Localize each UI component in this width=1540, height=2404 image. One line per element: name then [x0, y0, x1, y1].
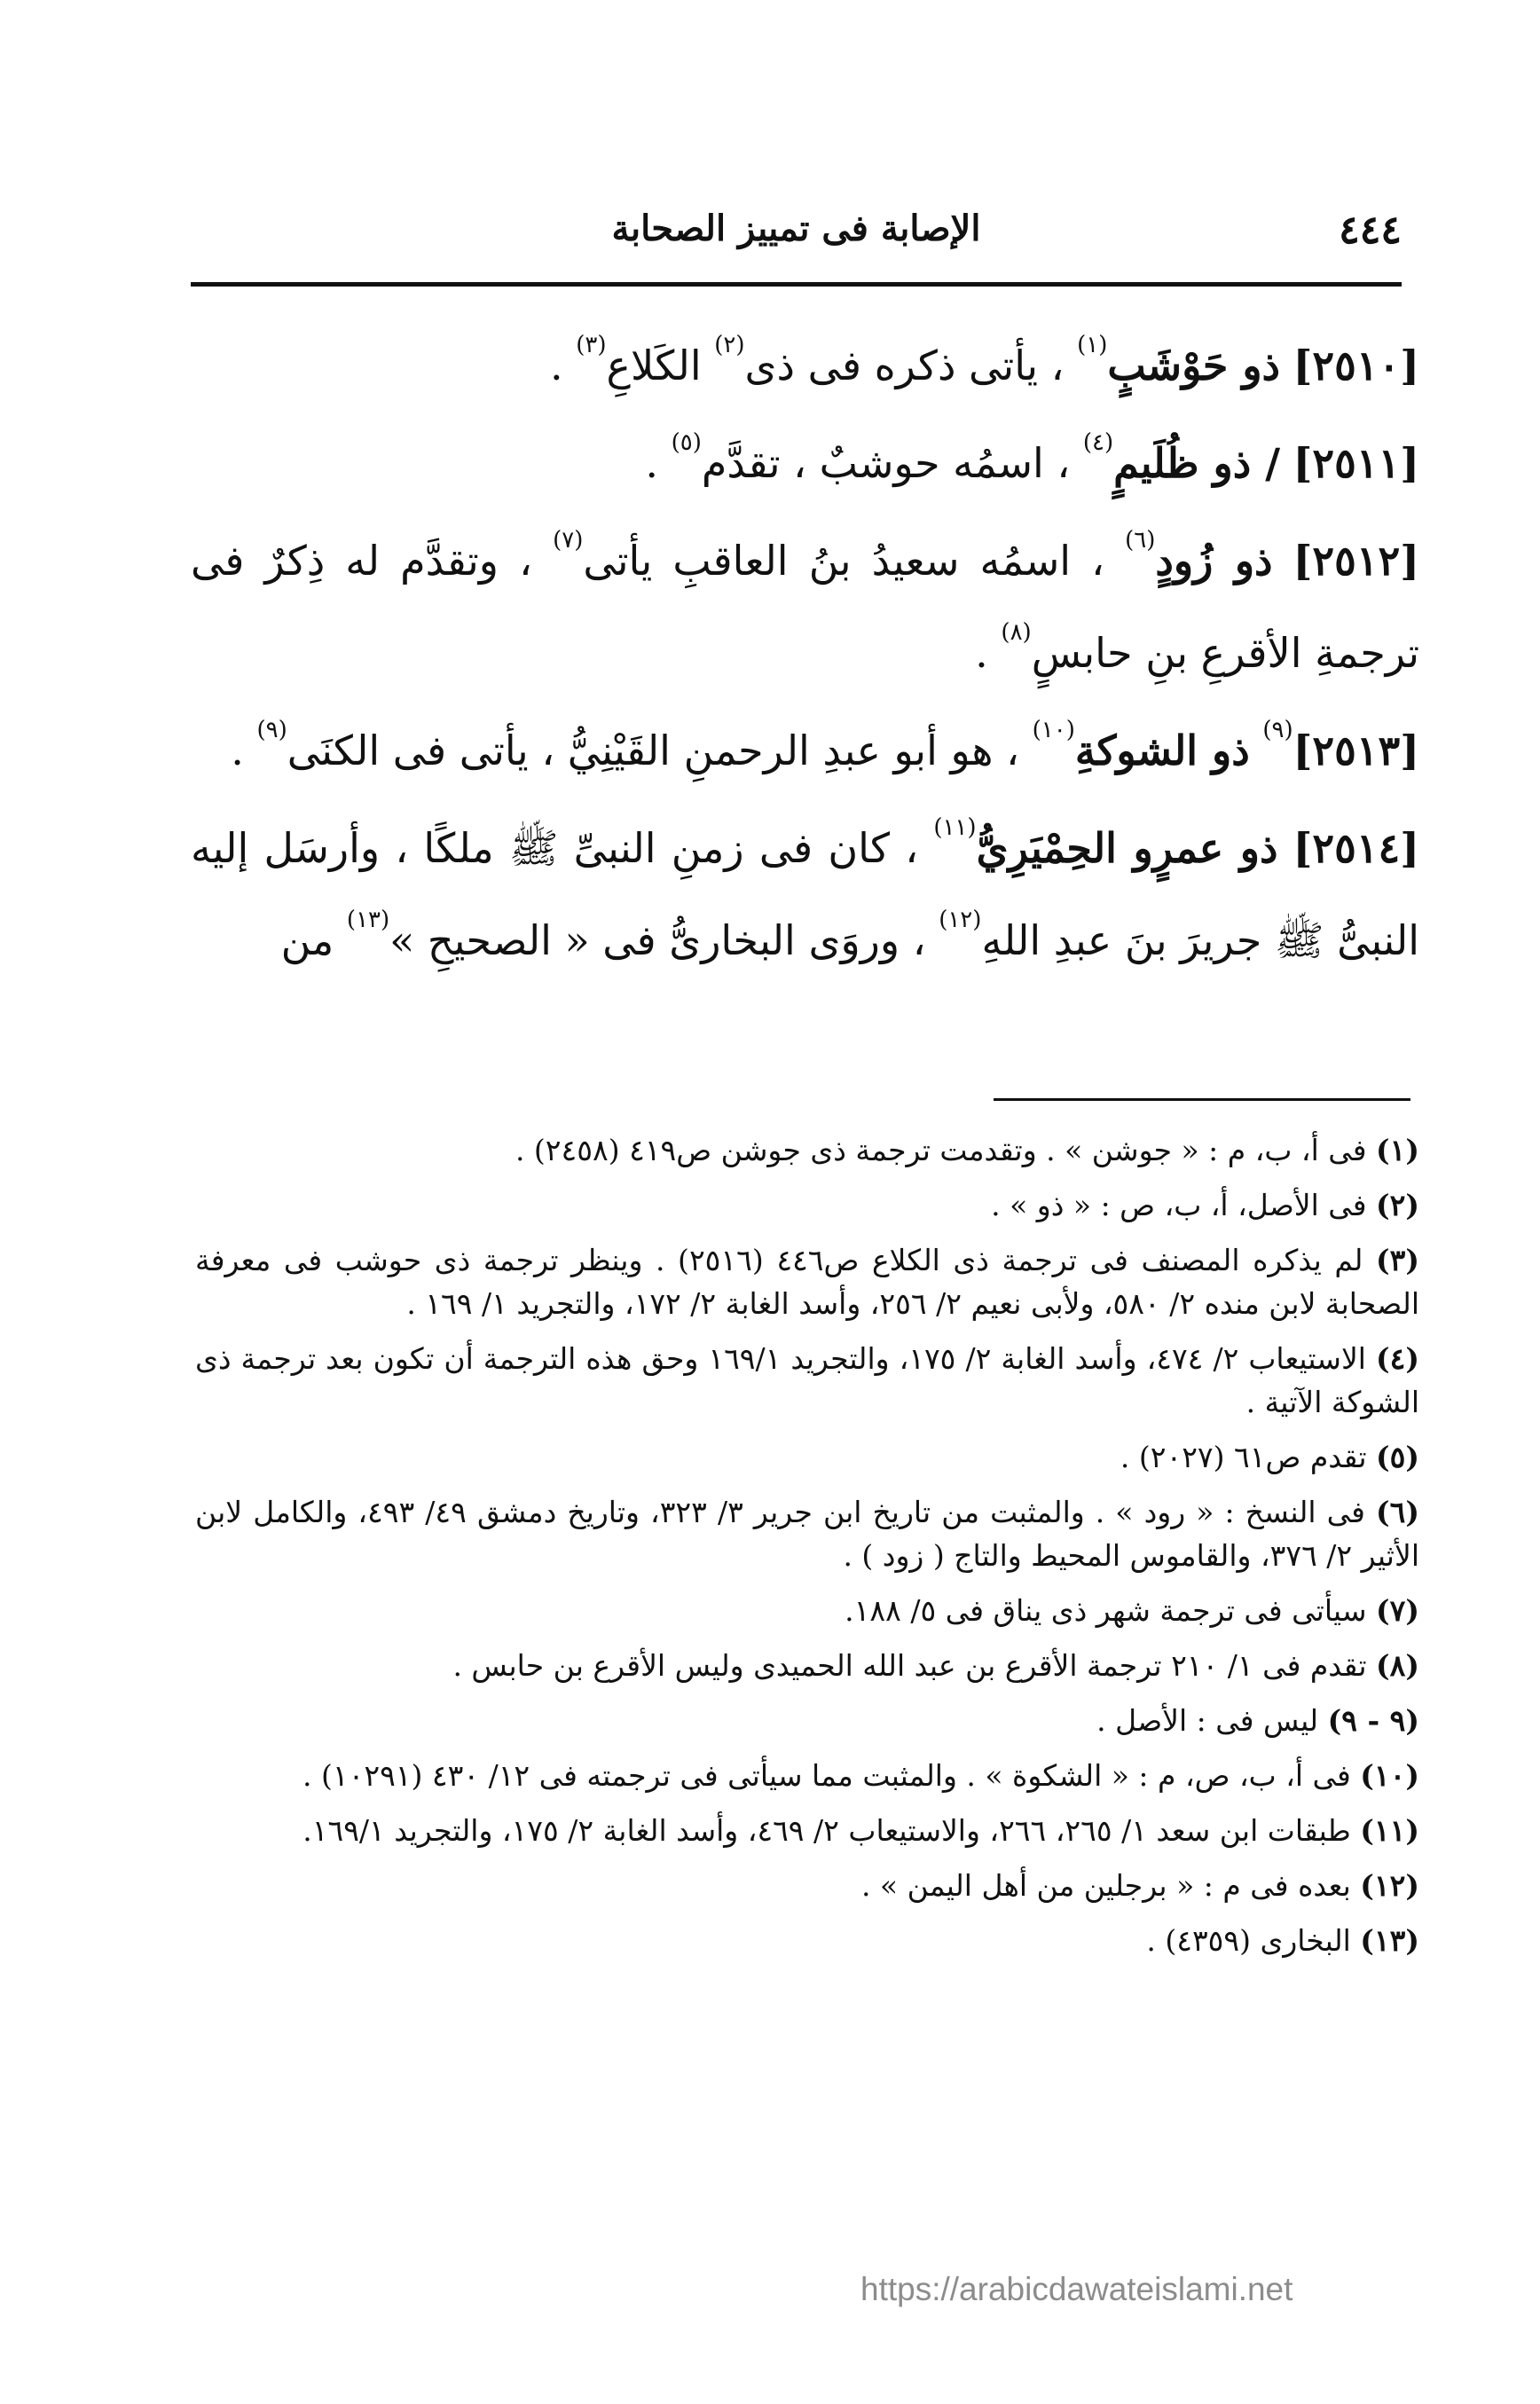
footnote-marker: (٩ - ٩)	[1327, 1703, 1419, 1738]
footnote	[195, 1435, 1419, 1479]
entry-number: [٢٥١٠]	[1292, 342, 1419, 389]
footnote-ref: (٥)	[671, 428, 702, 456]
footnote-ref: (١١)	[933, 813, 977, 841]
footnote-text: ليس فى : الأصل .	[1096, 1703, 1319, 1738]
entry-name: ذو الشوكةِ	[1074, 727, 1250, 774]
footnote-text: فى الأصل، أ، ب، ص : « ذو » .	[991, 1188, 1367, 1222]
footnote-marker: (١٠)	[1360, 1758, 1419, 1793]
footnote-ref: (٩)	[256, 716, 287, 743]
entry-number: [٢٥١١]	[1292, 439, 1419, 487]
entry-number: [٢٥١٣]	[1292, 727, 1419, 774]
footnote-ref: (١٠)	[1032, 716, 1075, 743]
entry-text: ، وتقدَّم له ذِكرٌ فى ترجمةِ الأقرعِ بنِ حابسٍ	[191, 537, 1419, 677]
entry-2511	[191, 417, 1419, 509]
footnote-separator	[994, 1098, 1410, 1101]
page-number: ٤٤٤	[1339, 208, 1402, 253]
footnote	[195, 1337, 1419, 1424]
footnote-text: سيأتى فى ترجمة شهر ذى يناق فى ٥/ ١٨٨.	[845, 1593, 1367, 1628]
footnote-marker: (٧)	[1376, 1593, 1419, 1628]
entry-text: .	[645, 439, 658, 487]
footnote-marker: (١٣)	[1360, 1923, 1419, 1958]
footnote	[195, 1490, 1419, 1577]
footnote	[195, 1809, 1419, 1852]
footnote-marker: (٨)	[1376, 1648, 1419, 1683]
footnotes-list	[195, 1128, 1419, 1974]
footnote-ref: (١٣)	[346, 906, 390, 933]
entry-text: ، اسمُه سعيدُ بنُ العاقبِ يأتى	[583, 537, 1105, 585]
footnote-ref: (٦)	[1125, 526, 1156, 554]
footnote-marker: (٥)	[1376, 1440, 1419, 1474]
footnote-text: فى أ، ب، م : « جوشن » . وتقدمت ترجمة ذى جوشن ص٤١٩ (٢٤٥٨) .	[515, 1133, 1367, 1167]
footnote-ref: (١٢)	[939, 906, 982, 933]
entry-text: الكَلاعِ	[606, 342, 702, 389]
footnote-marker: (١)	[1376, 1133, 1419, 1167]
entry-name: ذو حَوْشَبٍ	[1107, 342, 1281, 389]
footnote-ref: (٧)	[553, 526, 584, 554]
entry-number: [٢٥١٤]	[1292, 824, 1419, 872]
footnote-marker: (١٢)	[1360, 1868, 1419, 1903]
footnote	[195, 1864, 1419, 1907]
footnote-marker: (٤)	[1376, 1341, 1419, 1376]
footnote-ref: (٨)	[1001, 618, 1032, 646]
entry-text: .	[549, 342, 563, 389]
entry-name: / ذو ظُلَيمٍ	[1113, 439, 1281, 487]
footnote-text: فى النسخ : « رود » . والمثبت من تاريخ ابن جرير ٣/ ٣٢٣، وتاريخ دمشق ٤٩/ ٤٩٣، والكامل لابن الأثير ٢/ ٣٧٦، والقاموس المحيط والتاج ( زود ) .	[195, 1495, 1419, 1573]
footnote-text: لم يذكره المصنف فى ترجمة ذى الكلاع ص٤٤٦ (٢٥١٦) . وينظر ترجمة ذى حوشب فى معرفة الصحابة لابن منده ٢/ ٥٨٠، ولأبى نعيم ٢/ ٢٥٦، وأسد الغابة ٢/ ١٧٢، والتجريد ١/ ١٦٩ .	[195, 1243, 1419, 1321]
entry-name: ذو عمرٍو الحِمْيَرِيُّ	[976, 824, 1278, 872]
footnote-text: الاستيعاب ٢/ ٤٧٤، وأسد الغابة ٢/ ١٧٥، والتجريد ١٦٩/١ وحق هذه الترجمة أن تكون بعد ترجمة ذى الشوكة الآتية .	[195, 1341, 1419, 1419]
footnote-marker: (١١)	[1360, 1813, 1419, 1848]
entry-text: ، هو أبو عبدِ الرحمنِ القَيْنِيُّ ، يأتى فى الكنَى	[287, 727, 1019, 774]
footnote-text: بعده فى م : « برجلين من أهل اليمن » .	[860, 1868, 1351, 1903]
entry-text: من	[280, 916, 334, 964]
entry-name: ذو زُودٍ	[1155, 537, 1273, 585]
footnote	[195, 1919, 1419, 1962]
entry-text: .	[231, 727, 244, 774]
footnote	[195, 1589, 1419, 1632]
entries-list	[191, 319, 1419, 992]
entry-2514	[191, 802, 1419, 986]
entry-2510	[191, 319, 1419, 412]
footnote-text: البخارى (٤٣٥٩) .	[1146, 1923, 1351, 1958]
footnote-text: تقدم فى ١/ ٢١٠ ترجمة الأقرع بن عبد الله الحميدى وليس الأقرع بن حابس .	[452, 1648, 1367, 1683]
footnote-ref: (٣)	[576, 331, 607, 358]
footnote-text: فى أ، ب، ص، م : « الشكوة » . والمثبت مما سيأتى فى ترجمته فى ١٢/ ٤٣٠ (١٠٢٩١) .	[302, 1758, 1351, 1793]
footnote-ref: (٤)	[1082, 428, 1114, 456]
footnote-marker: (٦)	[1376, 1495, 1420, 1529]
running-header	[191, 204, 1402, 275]
entry-text: ، اسمُه حوشبٌ ، تقدَّم	[701, 439, 1071, 487]
entry-text: ، كان فى زمنِ النبىِّ ﷺ ملكًا ، وأرسَل إليه النبىُّ ﷺ جريرَ بنَ عبدِ اللهِ	[191, 824, 1419, 964]
footnote-ref: (١)	[1077, 331, 1108, 358]
footnote-text: طبقات ابن سعد ١/ ٢٦٥، ٢٦٦، والاستيعاب ٢/ ٤٦٩، وأسد الغابة ٢/ ١٧٥، والتجريد ١٦٩/١.	[302, 1813, 1351, 1848]
entry-number: [٢٥١٢]	[1292, 537, 1419, 585]
footnote-ref: (٢)	[714, 331, 745, 358]
footnote-ref: (٩)	[1262, 716, 1293, 743]
footnote-marker: (٢)	[1376, 1188, 1419, 1222]
watermark-url: https://arabicdawateislami.net	[860, 2271, 1293, 2307]
footnote	[195, 1238, 1419, 1325]
footnote-text: تقدم ص٦١ (٢٠٢٧) .	[1120, 1440, 1367, 1474]
entry-text: .	[975, 629, 988, 677]
footnote	[195, 1699, 1419, 1742]
footnote	[195, 1754, 1419, 1797]
entry-2512	[191, 515, 1419, 699]
entry-text: ، يأتى ذكره فى ذى	[744, 342, 1065, 389]
entry-2513	[191, 704, 1419, 797]
footnote-marker: (٣)	[1376, 1243, 1420, 1277]
entry-text: ، وروَى البخارىُّ فى « الصحيحِ »	[389, 916, 926, 964]
footnote	[195, 1128, 1419, 1172]
book-title: الإصابة فى تمييز الصحابة	[611, 208, 981, 249]
footnote	[195, 1644, 1419, 1687]
footnote	[195, 1183, 1419, 1227]
header-rule	[191, 282, 1402, 287]
